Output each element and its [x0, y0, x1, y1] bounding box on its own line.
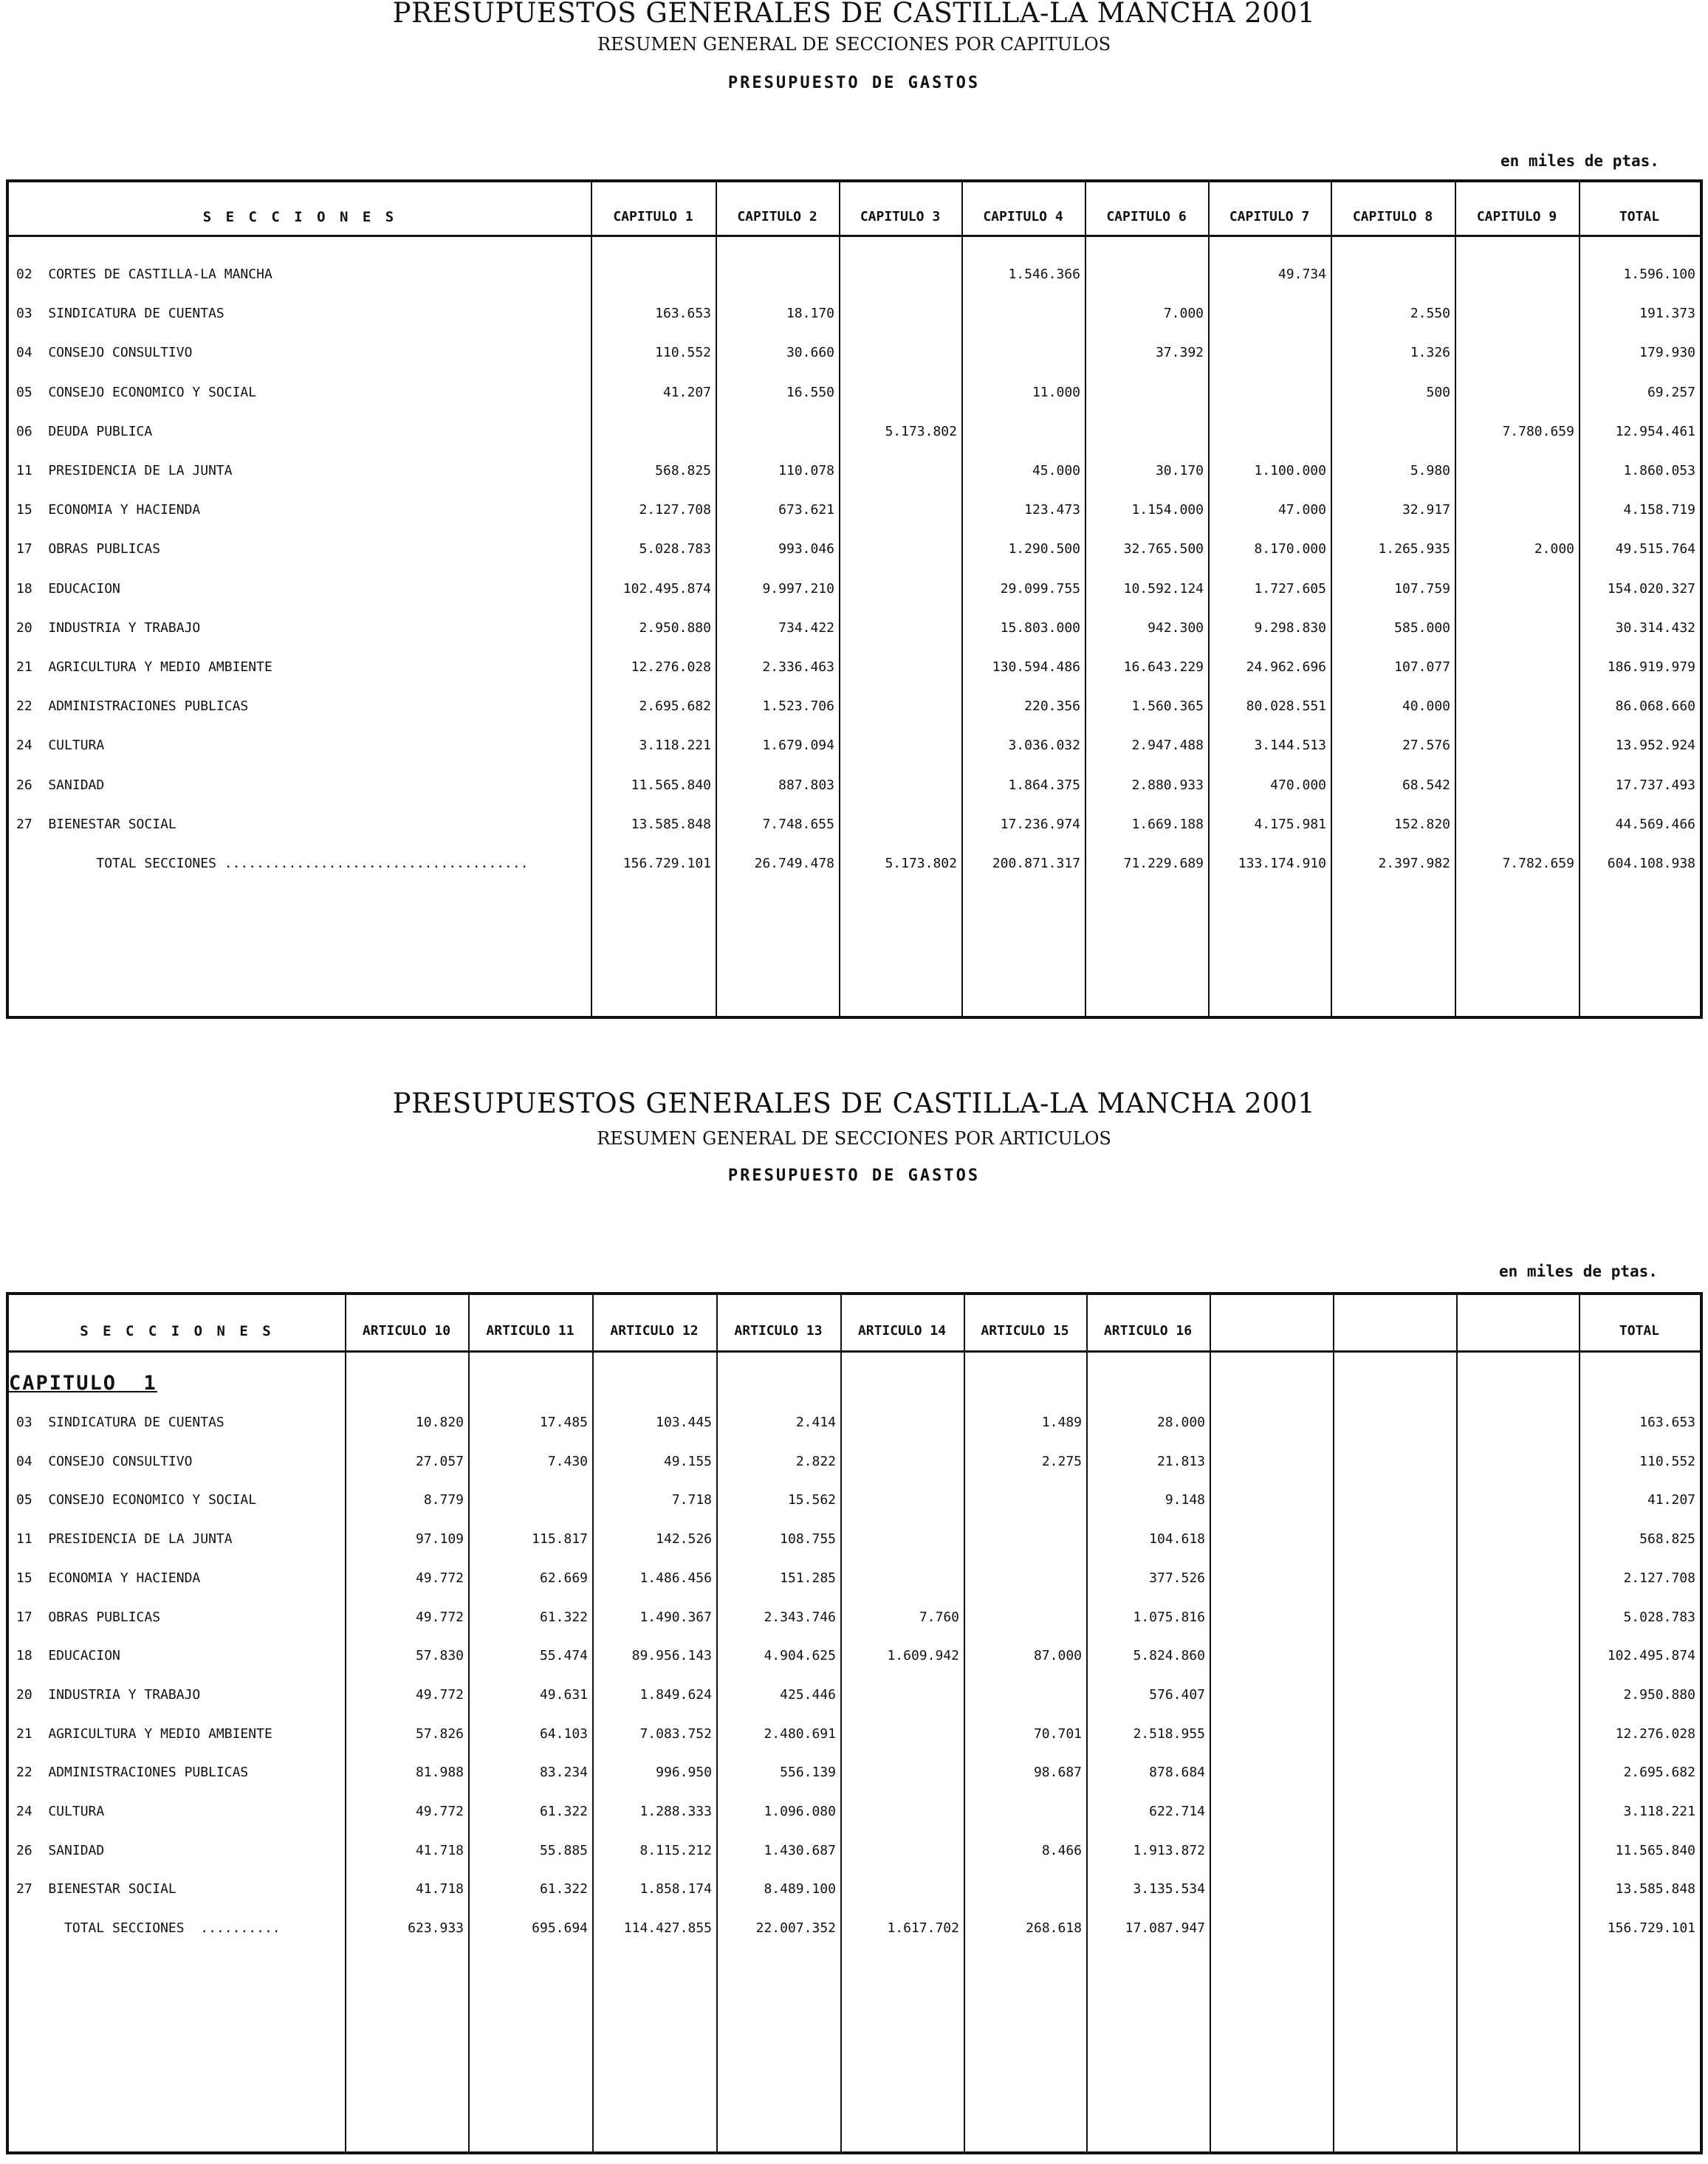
value-cell: 7.430 [547, 1453, 588, 1469]
value-cell: 41.718 [415, 1842, 464, 1858]
value-cell: 1.326 [1410, 345, 1450, 361]
value-cell: 17.087.947 [1125, 1920, 1205, 1937]
section-name-cell: 03 SINDICATURA DE CUENTAS [16, 1415, 224, 1430]
value-cell: 61.322 [539, 1804, 588, 1819]
value-cell: 11.565.840 [1615, 1842, 1695, 1858]
value-cell: 32.917 [1402, 502, 1450, 518]
column-divider [961, 182, 963, 1016]
value-cell: 10.592.124 [1123, 580, 1204, 597]
value-cell: 69.257 [1647, 384, 1695, 400]
value-cell: 1.596.100 [1623, 267, 1695, 282]
value-cell: 142.526 [656, 1531, 712, 1548]
value-cell: 3.036.032 [1008, 738, 1080, 754]
value-cell: 2.343.746 [764, 1609, 836, 1625]
value-cell: 5.173.802 [885, 423, 957, 439]
value-cell: 152.820 [1394, 816, 1450, 832]
value-cell: 1.154.000 [1131, 502, 1204, 518]
value-cell: 24.962.696 [1246, 659, 1326, 675]
value-cell: 2.127.708 [639, 502, 711, 518]
value-cell: 734.422 [778, 619, 834, 636]
section-name-cell: 22 ADMINISTRACIONES PUBLICAS [16, 1765, 249, 1781]
value-cell: 49.772 [415, 1609, 464, 1625]
column-header: ARTICULO 11 [486, 1323, 575, 1339]
value-cell: 1.075.816 [1133, 1609, 1205, 1625]
value-cell: 49.734 [1277, 267, 1326, 282]
value-cell: 103.445 [656, 1415, 712, 1430]
value-cell: 37.392 [1155, 345, 1204, 361]
value-cell: 80.028.551 [1246, 698, 1326, 715]
value-cell: 107.077 [1394, 659, 1450, 675]
value-cell: 191.373 [1639, 306, 1695, 322]
table1 [6, 179, 1703, 1019]
value-cell: 9.997.210 [762, 580, 834, 597]
value-cell: 7.782.659 [1502, 856, 1574, 871]
table1-subtitle: RESUMEN GENERAL DE SECCIONES POR CAPITULOS [597, 34, 1111, 55]
value-cell: 3.118.221 [639, 738, 711, 754]
value-cell: 27.057 [415, 1453, 464, 1469]
value-cell: 61.322 [539, 1609, 588, 1625]
value-cell: 2.518.955 [1133, 1725, 1205, 1742]
value-cell: 28.000 [1156, 1415, 1205, 1430]
header-divider [9, 1350, 1700, 1353]
value-cell: 4.175.981 [1254, 816, 1326, 832]
value-cell: 1.860.053 [1623, 463, 1695, 478]
column-header: CAPITULO 7 [1229, 209, 1310, 224]
value-cell: 7.083.752 [639, 1725, 712, 1742]
value-cell: 89.956.143 [631, 1648, 712, 1664]
value-cell: 1.609.942 [887, 1648, 959, 1664]
value-cell: 623.933 [408, 1920, 464, 1937]
value-cell: 87.000 [1033, 1648, 1082, 1664]
value-cell: 942.300 [1148, 619, 1204, 636]
value-cell: 268.618 [1026, 1920, 1082, 1937]
section-name-cell: 11 PRESIDENCIA DE LA JUNTA [16, 463, 233, 478]
table2 [6, 1292, 1703, 2154]
value-cell: 86.068.660 [1615, 698, 1695, 715]
value-cell: 1.430.687 [764, 1842, 836, 1858]
section-name-cell: TOTAL SECCIONES ...................................... [16, 856, 529, 871]
column-divider [1210, 1295, 1211, 2151]
section-name-cell: 11 PRESIDENCIA DE LA JUNTA [16, 1531, 233, 1548]
value-cell: 604.108.938 [1607, 856, 1695, 871]
value-cell: 2.480.691 [764, 1725, 836, 1742]
value-cell: 114.427.855 [623, 1920, 712, 1937]
value-cell: 5.028.783 [1623, 1609, 1695, 1625]
value-cell: 2.950.880 [639, 619, 711, 636]
section-name-cell: 26 SANIDAD [16, 1842, 105, 1858]
column-header: CAPITULO 3 [860, 209, 941, 224]
value-cell: 5.980 [1410, 463, 1450, 478]
value-cell: 2.695.682 [639, 698, 711, 715]
column-header: ARTICULO 15 [981, 1323, 1069, 1339]
value-cell: 4.904.625 [764, 1648, 836, 1664]
value-cell: 110.552 [1639, 1453, 1695, 1469]
section-name-cell: 24 CULTURA [16, 1804, 105, 1819]
column-header: CAPITULO 6 [1106, 209, 1187, 224]
column-divider [840, 1295, 842, 2151]
value-cell: 2.947.488 [1131, 738, 1204, 754]
value-cell: 568.825 [655, 463, 711, 478]
value-cell: 1.546.366 [1008, 267, 1080, 282]
value-cell: 107.759 [1394, 580, 1450, 597]
section-group-label: CAPITULO 1 [9, 1372, 157, 1395]
value-cell: 62.669 [539, 1570, 588, 1586]
value-cell: 7.748.655 [762, 816, 834, 832]
section-name-cell: TOTAL SECCIONES .......... [16, 1920, 281, 1937]
value-cell: 1.489 [1041, 1415, 1082, 1430]
value-cell: 115.817 [532, 1531, 588, 1548]
value-cell: 1.560.365 [1131, 698, 1204, 715]
value-cell: 102.495.874 [623, 580, 711, 597]
table2-units: en miles de ptas. [1499, 1263, 1658, 1280]
value-cell: 5.173.802 [885, 856, 957, 871]
value-cell: 3.118.221 [1623, 1804, 1695, 1819]
table1-units: en miles de ptas. [1500, 152, 1659, 170]
value-cell: 1.096.080 [764, 1804, 836, 1819]
value-cell: 97.109 [415, 1531, 464, 1548]
value-cell: 7.760 [919, 1609, 959, 1625]
column-header: TOTAL [1619, 209, 1660, 224]
value-cell: 81.988 [415, 1765, 464, 1781]
value-cell: 200.871.317 [992, 856, 1080, 871]
value-cell: 13.585.848 [631, 816, 711, 832]
column-divider [1208, 182, 1210, 1016]
value-cell: 17.485 [539, 1415, 588, 1430]
value-cell: 996.950 [656, 1765, 712, 1781]
value-cell: 2.414 [795, 1415, 836, 1430]
value-cell: 4.158.719 [1623, 502, 1695, 518]
section-name-cell: 04 CONSEJO CONSULTIVO [16, 1453, 193, 1469]
value-cell: 1.290.500 [1008, 541, 1080, 557]
column-divider [1456, 1295, 1458, 2151]
value-cell: 1.858.174 [639, 1881, 712, 1897]
section-name-cell: 15 ECONOMIA Y HACIENDA [16, 502, 201, 518]
value-cell: 12.276.028 [1615, 1725, 1695, 1742]
value-cell: 71.229.689 [1123, 856, 1204, 871]
value-cell: 49.631 [539, 1686, 588, 1703]
table2-title: PRESUPUESTOS GENERALES DE CASTILLA-LA MANCHA 2001 [392, 1088, 1316, 1119]
value-cell: 68.542 [1402, 777, 1450, 793]
value-cell: 15.562 [787, 1492, 836, 1508]
section-name-cell: 27 BIENESTAR SOCIAL [16, 1881, 176, 1897]
section-name-cell: 20 INDUSTRIA Y TRABAJO [16, 619, 201, 636]
value-cell: 1.864.375 [1008, 777, 1080, 793]
value-cell: 98.687 [1033, 1765, 1082, 1781]
value-cell: 108.755 [780, 1531, 836, 1548]
value-cell: 2.950.880 [1623, 1686, 1695, 1703]
value-cell: 104.618 [1149, 1531, 1205, 1548]
section-name-cell: 26 SANIDAD [16, 777, 105, 793]
value-cell: 29.099.755 [1000, 580, 1080, 597]
value-cell: 11.000 [1032, 384, 1080, 400]
value-cell: 45.000 [1032, 463, 1080, 478]
value-cell: 49.155 [663, 1453, 712, 1469]
value-cell: 16.550 [786, 384, 834, 400]
section-name-cell: 17 OBRAS PUBLICAS [16, 1609, 161, 1625]
value-cell: 2.695.682 [1623, 1765, 1695, 1781]
value-cell: 5.824.860 [1133, 1648, 1205, 1664]
value-cell: 9.298.830 [1254, 619, 1326, 636]
value-cell: 13.585.848 [1615, 1881, 1695, 1897]
section-name-cell: 18 EDUCACION [16, 580, 120, 597]
value-cell: 220.356 [1024, 698, 1080, 715]
value-cell: 17.236.974 [1000, 816, 1080, 832]
value-cell: 61.322 [539, 1881, 588, 1897]
value-cell: 70.701 [1033, 1725, 1082, 1742]
value-cell: 64.103 [539, 1725, 588, 1742]
column-header: ARTICULO 16 [1103, 1323, 1193, 1339]
value-cell: 151.285 [780, 1570, 836, 1586]
value-cell: 1.288.333 [639, 1804, 712, 1819]
section-name-cell: 05 CONSEJO ECONOMICO Y SOCIAL [16, 384, 257, 400]
column-header: ARTICULO 10 [362, 1323, 451, 1339]
table2-heading: PRESUPUESTO DE GASTOS [727, 1167, 981, 1185]
value-cell: 2.336.463 [762, 659, 834, 675]
value-cell: 12.276.028 [631, 659, 711, 675]
column-divider [1333, 1295, 1334, 2151]
value-cell: 40.000 [1402, 698, 1450, 715]
value-cell: 32.765.500 [1123, 541, 1204, 557]
value-cell: 5.028.783 [639, 541, 711, 557]
column-header: CAPITULO 1 [613, 209, 693, 224]
value-cell: 2.275 [1041, 1453, 1082, 1469]
value-cell: 1.727.605 [1254, 580, 1326, 597]
value-cell: 1.679.094 [762, 738, 834, 754]
value-cell: 49.772 [415, 1686, 464, 1703]
value-cell: 102.495.874 [1607, 1648, 1695, 1664]
section-name-cell: 18 EDUCACION [16, 1648, 120, 1664]
value-cell: 49.772 [415, 1804, 464, 1819]
value-cell: 1.486.456 [639, 1570, 712, 1586]
column-header: TOTAL [1619, 1323, 1660, 1339]
value-cell: 673.621 [778, 502, 834, 518]
value-cell: 30.314.432 [1615, 619, 1695, 636]
value-cell: 1.523.706 [762, 698, 834, 715]
value-cell: 1.490.367 [639, 1609, 712, 1625]
value-cell: 156.729.101 [623, 856, 711, 871]
value-cell: 10.820 [415, 1415, 464, 1430]
value-cell: 2.127.708 [1623, 1570, 1695, 1586]
value-cell: 568.825 [1639, 1531, 1695, 1548]
value-cell: 49.515.764 [1615, 541, 1695, 557]
value-cell: 695.694 [532, 1920, 588, 1937]
value-cell: 622.714 [1149, 1804, 1205, 1819]
column-divider [1455, 182, 1456, 1016]
value-cell: 57.826 [415, 1725, 464, 1742]
value-cell: 13.952.924 [1615, 738, 1695, 754]
value-cell: 154.020.327 [1607, 580, 1695, 597]
value-cell: 9.148 [1165, 1492, 1205, 1508]
value-cell: 2.000 [1534, 541, 1574, 557]
column-header: ARTICULO 12 [610, 1323, 699, 1339]
section-name-cell: 02 CORTES DE CASTILLA-LA MANCHA [16, 267, 272, 282]
section-name-cell: 22 ADMINISTRACIONES PUBLICAS [16, 698, 249, 715]
value-cell: 11.565.840 [631, 777, 711, 793]
column-divider [839, 182, 840, 1016]
value-cell: 2.822 [795, 1453, 836, 1469]
value-cell: 887.803 [778, 777, 834, 793]
value-cell: 41.718 [415, 1881, 464, 1897]
value-cell: 27.576 [1402, 738, 1450, 754]
column-header: CAPITULO 4 [983, 209, 1063, 224]
value-cell: 110.078 [778, 463, 834, 478]
value-cell: 1.617.702 [887, 1920, 959, 1937]
section-name-cell: 06 DEUDA PUBLICA [16, 423, 153, 439]
value-cell: 377.526 [1149, 1570, 1205, 1586]
value-cell: 576.407 [1149, 1686, 1205, 1703]
value-cell: 55.885 [539, 1842, 588, 1858]
value-cell: 17.737.493 [1615, 777, 1695, 793]
value-cell: 133.174.910 [1238, 856, 1326, 871]
value-cell: 44.569.466 [1615, 816, 1695, 832]
value-cell: 30.660 [786, 345, 834, 361]
value-cell: 57.830 [415, 1648, 464, 1664]
value-cell: 55.474 [539, 1648, 588, 1664]
value-cell: 163.653 [655, 306, 711, 322]
header-divider [9, 235, 1700, 237]
value-cell: 993.046 [778, 541, 834, 557]
value-cell: 7.718 [671, 1492, 712, 1508]
value-cell: 556.139 [780, 1765, 836, 1781]
section-name-cell: 15 ECONOMIA Y HACIENDA [16, 1570, 201, 1586]
value-cell: 26.749.478 [754, 856, 834, 871]
value-cell: 130.594.486 [992, 659, 1080, 675]
table2-subtitle: RESUMEN GENERAL DE SECCIONES POR ARTICULOS [597, 1128, 1111, 1149]
value-cell: 7.780.659 [1502, 423, 1574, 439]
value-cell: 163.653 [1639, 1415, 1695, 1430]
value-cell: 2.550 [1410, 306, 1450, 322]
value-cell: 1.849.624 [639, 1686, 712, 1703]
section-name-cell: 05 CONSEJO ECONOMICO Y SOCIAL [16, 1492, 257, 1508]
value-cell: 186.919.979 [1607, 659, 1695, 675]
value-cell: 3.144.513 [1254, 738, 1326, 754]
column-header: ARTICULO 14 [857, 1323, 947, 1339]
column-header: ARTICULO 13 [734, 1323, 823, 1339]
value-cell: 21.813 [1156, 1453, 1205, 1469]
column-header: CAPITULO 2 [737, 209, 817, 224]
value-cell: 83.234 [539, 1765, 588, 1781]
value-cell: 123.473 [1024, 502, 1080, 518]
value-cell: 12.954.461 [1615, 423, 1695, 439]
section-name-cell: 21 AGRICULTURA Y MEDIO AMBIENTE [16, 659, 272, 675]
value-cell: 1.669.188 [1131, 816, 1204, 832]
section-name-cell: 03 SINDICATURA DE CUENTAS [16, 306, 224, 322]
section-name-cell: 20 INDUSTRIA Y TRABAJO [16, 1686, 201, 1703]
value-cell: 8.115.212 [639, 1842, 712, 1858]
value-cell: 470.000 [1270, 777, 1326, 793]
value-cell: 8.489.100 [764, 1881, 836, 1897]
value-cell: 16.643.229 [1123, 659, 1204, 675]
value-cell: 110.552 [655, 345, 711, 361]
value-cell: 18.170 [786, 306, 834, 322]
column-header: CAPITULO 9 [1476, 209, 1557, 224]
section-name-cell: 17 OBRAS PUBLICAS [16, 541, 161, 557]
value-cell: 49.772 [415, 1570, 464, 1586]
value-cell: 8.779 [423, 1492, 464, 1508]
table1-heading: PRESUPUESTO DE GASTOS [727, 74, 981, 92]
value-cell: 179.930 [1639, 345, 1695, 361]
section-name-cell: 21 AGRICULTURA Y MEDIO AMBIENTE [16, 1725, 272, 1742]
table1-title: PRESUPUESTOS GENERALES DE CASTILLA-LA MANCHA 2001 [392, 0, 1316, 29]
value-cell: 8.170.000 [1254, 541, 1326, 557]
section-name-cell: 04 CONSEJO CONSULTIVO [16, 345, 193, 361]
value-cell: 30.170 [1155, 463, 1204, 478]
value-cell: 8.466 [1041, 1842, 1082, 1858]
value-cell: 1.913.872 [1133, 1842, 1205, 1858]
value-cell: 585.000 [1394, 619, 1450, 636]
value-cell: 15.803.000 [1000, 619, 1080, 636]
value-cell: 3.135.534 [1133, 1881, 1205, 1897]
value-cell: 425.446 [780, 1686, 836, 1703]
value-cell: 1.100.000 [1254, 463, 1326, 478]
value-cell: 878.684 [1149, 1765, 1205, 1781]
value-cell: 47.000 [1277, 502, 1326, 518]
value-cell: 1.265.935 [1378, 541, 1450, 557]
value-cell: 2.397.982 [1378, 856, 1450, 871]
column-header: S E C C I O N E S [202, 209, 397, 225]
value-cell: 2.880.933 [1131, 777, 1204, 793]
value-cell: 7.000 [1163, 306, 1204, 322]
value-cell: 156.729.101 [1607, 1920, 1695, 1937]
section-name-cell: 24 CULTURA [16, 738, 105, 754]
value-cell: 41.207 [1647, 1492, 1695, 1508]
value-cell: 500 [1426, 384, 1450, 400]
column-header: CAPITULO 8 [1352, 209, 1433, 224]
value-cell: 41.207 [662, 384, 711, 400]
section-name-cell: 27 BIENESTAR SOCIAL [16, 816, 176, 832]
value-cell: 22.007.352 [755, 1920, 836, 1937]
column-header: S E C C I O N E S [80, 1323, 274, 1339]
